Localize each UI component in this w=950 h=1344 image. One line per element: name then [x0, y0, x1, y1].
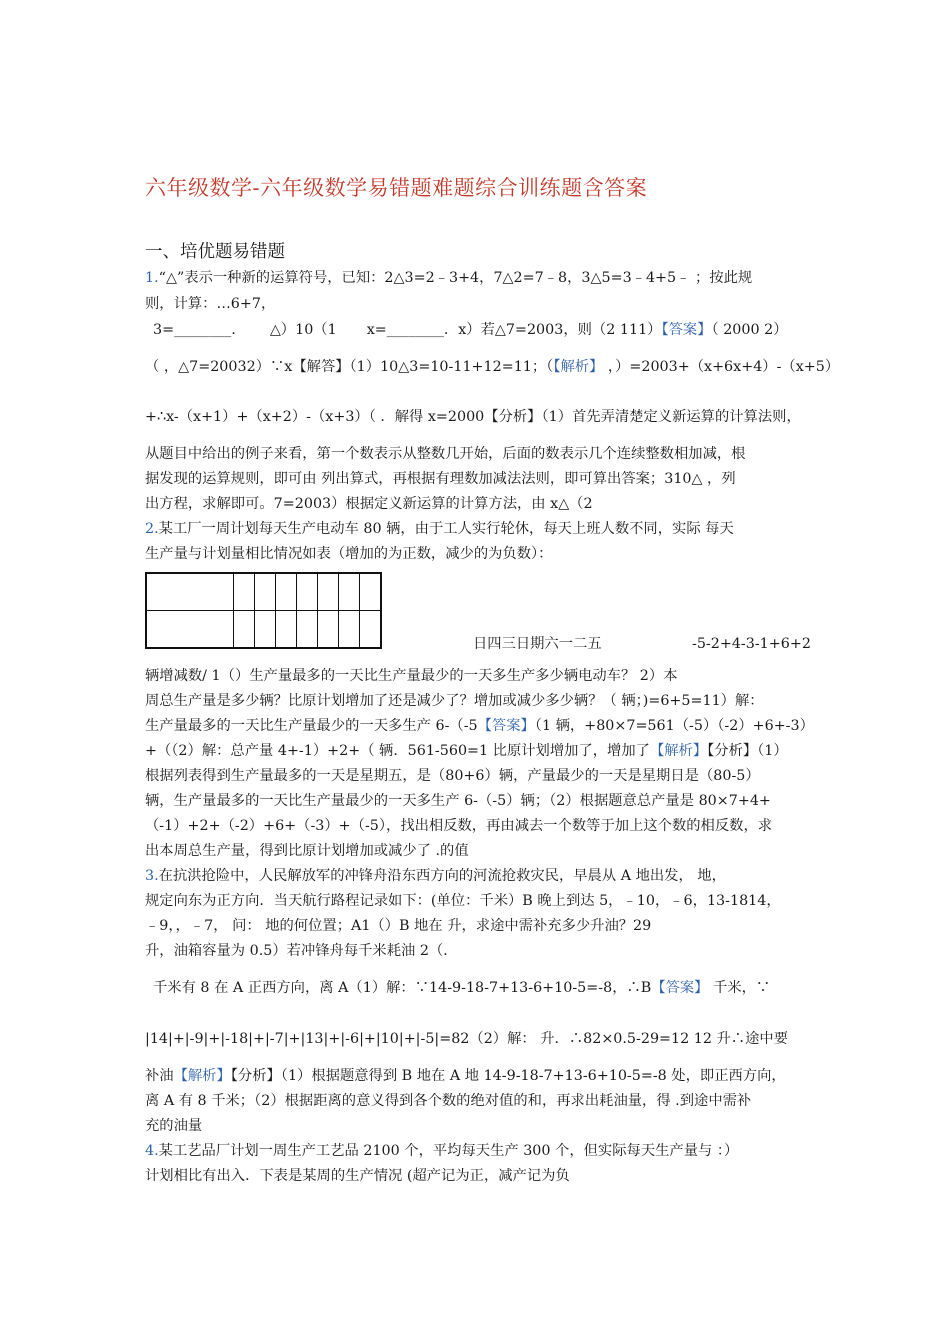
analysis-tag: 【解析】 [553, 359, 604, 375]
q4-line-1: 4.某工艺品厂计划一周生产工艺品 2100 个，平均每天生产 300 个，但实际每天生产量与 ：） [145, 1143, 739, 1159]
q3-line-9: 充的油量 [145, 1118, 203, 1134]
q1-line-5: +∴x-（x+1）+（x+2）-（x+3）（ ．解得 x=2000【分析】（1）首先弄清楚定义新运算的计算法则， [145, 409, 801, 425]
q4-line-2: 计划相比有出入．下表是某周的生产情况 (超产记为正，减产记为负 [145, 1168, 570, 1184]
q2-number: 2. [145, 521, 159, 537]
q1-line-4: （ ，△7=20032）∵x【解答】（1）10△3=10-11+12=11；（【解析】 ，）=2003+（x+6x+4）-（x+5） [145, 359, 840, 375]
q3-line-5: 千米有 8 在 A 正西方向，离 A（1）解：∵14-9-18-7+13-6+10-5=-8，∴B【答案】 千米，∵ [153, 980, 771, 996]
q2-line-9: （-1）+2+（-2）+6+（-3）+（-5），找出相反数，再由减去一个数等于加上这个数的相反数，求 [145, 818, 773, 834]
q1-line-1: 1.“△”表示一种新的运算符号，已知：2△3=2﹣3+4，7△2=7﹣8，3△5=3﹣4+5﹣ ；按此规 [145, 270, 753, 286]
analysis-tag: 【解析】 [649, 743, 708, 759]
answer-tag: 【答案】 [651, 980, 709, 996]
q2-line-4: 周总生产量是多少辆？比原计划增加了还是减少了？增加或减少多少辆？（ 辆；)=6+5=11）解： [145, 693, 764, 709]
q1-line-2: 则，计算：…6+7， [145, 296, 276, 312]
q3-line-8: 离 A 有 8 千米；（2）根据距离的意义得到各个数的绝对值的和，再求出耗油量，得 .到途中需补 [145, 1093, 752, 1109]
q1-line-3: 3=________. △）10（1 x=________．x）若△7=2003，则（2 111）【答案】（ 2000 2） [153, 322, 788, 338]
q2-line-2: 生产量与计划量相比情况如表（增加的为正数，减少的为负数）： [145, 546, 553, 562]
q3-line-2: 规定向东为正方向．当天航行路程记录如下：(单位：千米）B 晚上到达 5，﹣10，﹣6，13-1814， [145, 893, 781, 909]
answer-tag: 【答案】 [477, 718, 535, 734]
q1-line-6: 从题目中给出的例子来看，第一个数表示从整数几开始，后面的数表示几个连续整数相加减，根 [145, 446, 746, 462]
q2-line-10: 出本周总生产量，得到比原计划增加或减少了 .的值 [145, 843, 469, 859]
q3-line-3: ﹣9，，﹣7， 问： 地的何位置；A1（）B 地在 升，求途中需补充多少升油？29 [145, 918, 652, 934]
production-table [145, 572, 382, 649]
q3-line-6: |14|+|-9|+|-18|+|-7|+|13|+|-6|+|10|+|-5|=82（2）解： 升．∴82×0.5-29=12 12 升∴途中要 [145, 1031, 788, 1047]
q4-number: 4. [145, 1143, 159, 1159]
table-row [146, 573, 381, 611]
q2-line-3: 辆增减数/ 1（）生产量最多的一天比生产量最少的一天多生产多少辆电动车？ 2）本 [145, 668, 678, 684]
q1-number: 1. [145, 270, 159, 286]
q3-number: 3. [145, 868, 159, 884]
q2-line-1: 2.某工厂一周计划每天生产电动车 80 辆，由于工人实行轮休，每天上班人数不同，实际 每天 [145, 521, 734, 537]
section-heading: 一、培优题易错题 [145, 242, 285, 262]
q3-line-1: 3.在抗洪抢险中，人民解放军的冲锋舟沿东西方向的河流抢救灾民，早晨从 A 地出发， 地， [145, 868, 726, 884]
table-row [146, 611, 381, 649]
q1-line-8: 出方程，求解即可。7=2003）根据定义新运算的计算方法，由 x△（2 [145, 496, 593, 512]
q2-line-7: 根据列表得到生产量最多的一天是星期五，是（80+6）辆，产量最少的一天是星期日是（80-5） [145, 768, 760, 784]
q1-line-7: 据发现的运算规则，即可由 列出算式，再根据有理数加减法法则，即可算出答案；310△ ，列 [145, 471, 736, 487]
q3-line-7: 补油【解析】【分析】（1）根据题意得到 B 地在 A 地 14-9-18-7+13-6+10-5=-8 处，即正西方向， [145, 1068, 786, 1084]
table-values-label: -5-2+4-3-1+6+2 [692, 636, 811, 652]
analysis-tag: 【解析】 [173, 1068, 231, 1084]
q2-line-5: 生产量最多的一天比生产量最少的一天多生产 6-（-5【答案】（1 辆，+80×7=561（-5）（-2）+6+-3） [145, 718, 814, 734]
page-title: 六年级数学-六年级数学易错题难题综合训练题含答案 [145, 176, 648, 200]
table-days-label: 日四三日期六一二五 [473, 636, 602, 652]
answer-tag: 【答案】 [661, 322, 712, 338]
q2-line-8: 辆，生产量最多的一天比生产量最少的一天多生产 6-（-5）辆；（2）根据题意总产量是 80×7+4+ [145, 793, 771, 809]
q3-line-4: 升，油箱容量为 0.5）若冲锋舟每千米耗油 2（． [145, 943, 458, 959]
q2-line-6: +（（2）解：总产量 4+-1）+2+（ 辆．561-560=1 比原计划增加了，增加了【解析】【分析】（1） [145, 743, 788, 759]
